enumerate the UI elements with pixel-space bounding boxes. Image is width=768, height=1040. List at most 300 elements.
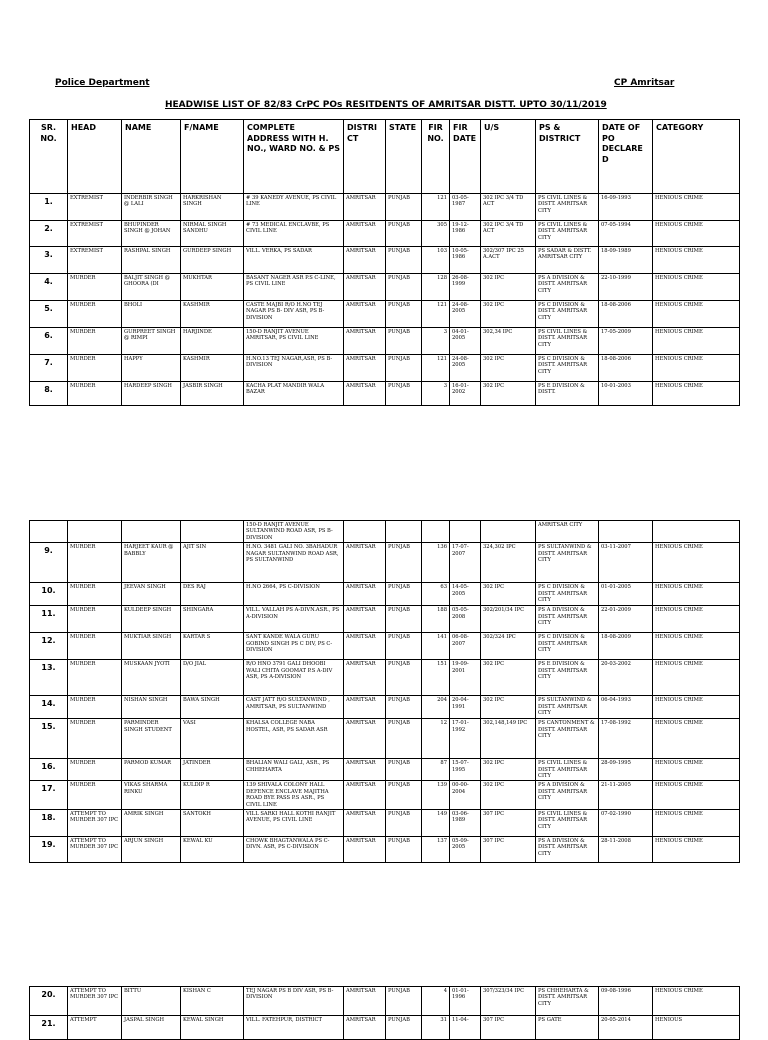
cell-po-date: 20-03-2002 (599, 660, 653, 696)
cell-sr: 16. (30, 759, 68, 781)
table-row (30, 696, 740, 719)
cell-fname: JATINDER (181, 759, 244, 781)
cell-us: 302/324 IPC (481, 633, 536, 660)
cell-fir-no: 141 (422, 633, 450, 660)
cell-address: VILL SARKI HALL KOTHI RANJIT AVENUE, PS CIVIL LINE (244, 810, 344, 837)
cell-empty (599, 521, 653, 543)
cell-head: MURDER (68, 583, 122, 606)
cell-district: AMRITSAR (344, 810, 386, 837)
cell-us: 302 IPC (481, 759, 536, 781)
records-table-2 (29, 520, 740, 863)
cell-po-date: 28-11-2008 (599, 837, 653, 863)
cell-name: MUSKAAN JYOTI (122, 660, 181, 696)
cell-empty (481, 521, 536, 543)
cell-head: MURDER (68, 633, 122, 660)
cell-fir-no: 128 (422, 274, 450, 301)
cell-us: 307 IPC (481, 837, 536, 863)
table-row (30, 987, 740, 1016)
cell-po-date: 22-10-1999 (599, 274, 653, 301)
cell-sr: 10. (30, 583, 68, 606)
cell-category: HENIOUS CRIME (653, 696, 740, 719)
cell-fir-date: 00-00-2004 (450, 781, 481, 810)
cell-fir-date: 10-05-1986 (450, 247, 481, 274)
cell-fir-date: 01-01-1996 (450, 987, 481, 1016)
cell-category: HENIOUS CRIME (653, 221, 740, 247)
cell-address: # 73 MEDICAL ENCLAVBE, PS CIVIL LINE (244, 221, 344, 247)
cell-fir-date: 20-04-1991 (450, 696, 481, 719)
cell-name: BHUPINDER SINGH @ JOHAN (122, 221, 181, 247)
cell-fir-no: 136 (422, 543, 450, 583)
cell-po-date: 03-11-2007 (599, 543, 653, 583)
cell-sr: 15. (30, 719, 68, 759)
cell-category: HENIOUS CRIME (653, 987, 740, 1016)
table-row (30, 583, 740, 606)
cell-head: EXTREMIST (68, 194, 122, 221)
cell-name: BALJIT SINGH @ GHOORA (DI (122, 274, 181, 301)
cell-po-date: 20-05-2014 (599, 1016, 653, 1040)
cell-sr: 11. (30, 606, 68, 633)
cell-state: PUNJAB (386, 987, 422, 1016)
cell-po-date: 18-08-2006 (599, 355, 653, 382)
table-row (30, 274, 740, 301)
cell-sr: 1. (30, 194, 68, 221)
table-row (30, 810, 740, 837)
cell-us: 302 IPC (481, 382, 536, 406)
cell-category: HENIOUS CRIME (653, 837, 740, 863)
header-left: Police Department (55, 78, 150, 88)
cell-category: HENIOUS CRIME (653, 781, 740, 810)
records-table-1 (29, 119, 740, 406)
table-row (30, 221, 740, 247)
cell-address: R/O HNO 3791 GALI DHOOBI WALI CHITA GOOMAT P.S A-DIV ASR, PS A-DIVISION (244, 660, 344, 696)
cell-fir-no: 63 (422, 583, 450, 606)
cell-us: 302/201/34 IPC (481, 606, 536, 633)
cell-empty (450, 521, 481, 543)
cell-name: PARMOD KUMAR (122, 759, 181, 781)
cell-address: 150-D RANJIT AVENUE AMRITSAR, PS CIVIL LINE (244, 328, 344, 355)
table-row (30, 382, 740, 406)
cell-state: PUNJAB (386, 355, 422, 382)
column-header: COMPLETE ADDRESS WITH H. NO., WARD NO. & PS (244, 120, 344, 194)
cell-head: MURDER (68, 543, 122, 583)
cell-head: MURDER (68, 781, 122, 810)
cell-state: PUNJAB (386, 696, 422, 719)
cell-district: AMRITSAR (344, 696, 386, 719)
cell-fname: BAWA SINGH (181, 696, 244, 719)
cell-po-date: 21-11-2005 (599, 781, 653, 810)
cell-fname: D/O JIAL (181, 660, 244, 696)
cell-head: MURDER (68, 301, 122, 328)
cell-fname: GURDEEP SINGH (181, 247, 244, 274)
cell-state: PUNJAB (386, 606, 422, 633)
cell-fname: KULDIP R (181, 781, 244, 810)
cell-address: H.NO 2664, PS C-DIVISION (244, 583, 344, 606)
cell-district: AMRITSAR (344, 301, 386, 328)
cell-state: PUNJAB (386, 274, 422, 301)
cell-address: TEJ NAGAR PS B DIV ASR, PS B-DIVISION (244, 987, 344, 1016)
cell-fname: SHINGARA (181, 606, 244, 633)
cell-us: 302 IPC (481, 355, 536, 382)
cell-address: 150-D RANJIT AVENUE SULTANWIND ROAD ASR, PS B-DIVISION (244, 521, 344, 543)
cell-category: HENIOUS CRIME (653, 194, 740, 221)
cell-category: HENIOUS CRIME (653, 328, 740, 355)
cell-sr: 19. (30, 837, 68, 863)
cell-state: PUNJAB (386, 719, 422, 759)
cell-sr: 7. (30, 355, 68, 382)
cell-fir-date: 24-08-2005 (450, 301, 481, 328)
column-header: CATEGORY (653, 120, 740, 194)
cell-fir-date: 14-05-2005 (450, 583, 481, 606)
cell-category: HENIOUS CRIME (653, 274, 740, 301)
cell-fir-no: 305 (422, 221, 450, 247)
cell-sr: 2. (30, 221, 68, 247)
cell-fir-date: 05-05-2008 (450, 606, 481, 633)
cell-fir-no: 149 (422, 810, 450, 837)
cell-fir-no: 204 (422, 696, 450, 719)
table-row (30, 301, 740, 328)
cell-district: AMRITSAR (344, 606, 386, 633)
cell-ps: PS CIVIL LINES & DISTT. AMRITSAR CITY (536, 221, 599, 247)
cell-po-date: 22-01-2009 (599, 606, 653, 633)
cell-head: EXTREMIST (68, 221, 122, 247)
cell-sr: 13. (30, 660, 68, 696)
cell-sr: 6. (30, 328, 68, 355)
cell-fname: MUKHTAR (181, 274, 244, 301)
cell-district: AMRITSAR (344, 274, 386, 301)
continuation-row (30, 521, 740, 543)
cell-address: BASANT NAGER ASR P.S C-LINE, PS CIVIL LINE (244, 274, 344, 301)
table-row (30, 719, 740, 759)
table-row (30, 759, 740, 781)
cell-category: HENIOUS CRIME (653, 759, 740, 781)
table-row (30, 633, 740, 660)
cell-po-date: 07-02-1990 (599, 810, 653, 837)
cell-us: 302 IPC (481, 781, 536, 810)
cell-address: CAST JATT R/O SULTANWIND , AMRITSAR, PS SULTANWIND (244, 696, 344, 719)
page-title: HEADWISE LIST OF 82/83 CrPC POs RESITDENTS OF AMRITSAR DISTT. UPTO 30/11/2019 (165, 100, 607, 110)
cell-ps: PS SULTANWIND & DISTT. AMRITSAR CITY (536, 543, 599, 583)
cell-head: MURDER (68, 355, 122, 382)
cell-us: 302 IPC (481, 583, 536, 606)
cell-sr: 21. (30, 1016, 68, 1040)
cell-head: MURDER (68, 660, 122, 696)
cell-fir-date: 03-06-1989 (450, 810, 481, 837)
cell-po-date: 17-08-1992 (599, 719, 653, 759)
table-row (30, 194, 740, 221)
cell-us: 302 IPC (481, 301, 536, 328)
cell-state: PUNJAB (386, 247, 422, 274)
cell-state: PUNJAB (386, 759, 422, 781)
cell-po-date: 17-05-2009 (599, 328, 653, 355)
cell-fname: DES RAJ (181, 583, 244, 606)
cell-head: MURDER (68, 696, 122, 719)
cell-fir-date: 24-08-2005 (450, 355, 481, 382)
cell-district: AMRITSAR (344, 247, 386, 274)
cell-fname: AJIT SIN (181, 543, 244, 583)
cell-empty (344, 521, 386, 543)
cell-fir-no: 12 (422, 719, 450, 759)
cell-district: AMRITSAR (344, 194, 386, 221)
cell-category: HENIOUS (653, 1016, 740, 1040)
records-table-3 (29, 986, 740, 1040)
cell-fir-no: 139 (422, 781, 450, 810)
table-header-row (30, 120, 740, 194)
cell-us: 302 IPC (481, 274, 536, 301)
cell-po-date: 16-09-1993 (599, 194, 653, 221)
cell-sr: 9. (30, 543, 68, 583)
cell-name: JEEVAN SINGH (122, 583, 181, 606)
cell-ps: PS GATE (536, 1016, 599, 1040)
column-header: U/S (481, 120, 536, 194)
cell-district: AMRITSAR (344, 837, 386, 863)
cell-fir-date: 15-07-1995 (450, 759, 481, 781)
cell-state: PUNJAB (386, 221, 422, 247)
cell-name: HARDEEP SINGH (122, 382, 181, 406)
cell-fname: KASHMIR (181, 355, 244, 382)
cell-district: AMRITSAR (344, 781, 386, 810)
cell-head: ATTEMPT TO MURDER 307 IPC (68, 837, 122, 863)
cell-state: PUNJAB (386, 633, 422, 660)
cell-fir-date: 05-09-2005 (450, 837, 481, 863)
cell-ps: PS SULTANWIND & DISTT. AMRITSAR CITY (536, 696, 599, 719)
cell-address: VILL. VALLAH PS A-DIVN.ASR., PS A-DIVISION (244, 606, 344, 633)
cell-empty (422, 521, 450, 543)
cell-fname: JASBIR SINGH (181, 382, 244, 406)
cell-fir-no: 137 (422, 837, 450, 863)
cell-name: GURPREET SINGH @ RIMPI (122, 328, 181, 355)
cell-category: HENIOUS CRIME (653, 660, 740, 696)
cell-address: BHALIAN WALI GALI, ASR., PS CHHEHARTA (244, 759, 344, 781)
cell-fname: KEWAL SINGH (181, 1016, 244, 1040)
cell-sr: 18. (30, 810, 68, 837)
table-row (30, 781, 740, 810)
cell-name: PARMINDER SINGH STUDENT (122, 719, 181, 759)
cell-name: VIKAS SHARMA RINKU (122, 781, 181, 810)
cell-sr: 20. (30, 987, 68, 1016)
cell-sr: 5. (30, 301, 68, 328)
column-header: HEAD (68, 120, 122, 194)
cell-name: ARJUN SINGH (122, 837, 181, 863)
cell-state: PUNJAB (386, 781, 422, 810)
cell-name: HAPPY (122, 355, 181, 382)
cell-name: BHOLI (122, 301, 181, 328)
column-header: DISTRICT (344, 120, 386, 194)
cell-us: 307 IPC (481, 810, 536, 837)
cell-ps: PS CANTONMENT & DISTT. AMRITSAR CITY (536, 719, 599, 759)
cell-us: 302 IPC (481, 660, 536, 696)
table-row (30, 247, 740, 274)
cell-head: ATTEMPT TO MURDER 307 IPC (68, 810, 122, 837)
column-header: STATE (386, 120, 422, 194)
cell-district: AMRITSAR (344, 355, 386, 382)
cell-fir-no: 3 (422, 382, 450, 406)
cell-fir-no: 31 (422, 1016, 450, 1040)
cell-head: ATTEMPT TO MURDER 307 IPC (68, 987, 122, 1016)
cell-state: PUNJAB (386, 382, 422, 406)
cell-district: AMRITSAR (344, 583, 386, 606)
cell-address: KHALSA COLLEGE NABA HOSTEL, ASR, PS SADAR ASR (244, 719, 344, 759)
cell-address: H.NO. 3481 GALI NO. 3BAHADUR NAGAR SULTANWIND ROAD ASR, PS SULTANWIND (244, 543, 344, 583)
cell-ps: PS CHHEHARTA & DISTT. AMRITSAR CITY (536, 987, 599, 1016)
cell-fir-no: 3 (422, 328, 450, 355)
cell-ps: PS A DIVISION & DISTT. AMRITSAR CITY (536, 606, 599, 633)
header-right: CP Amritsar (614, 78, 675, 88)
cell-category: HENIOUS CRIME (653, 543, 740, 583)
cell-category: HENIOUS CRIME (653, 583, 740, 606)
cell-ps: PS A DIVISION & DISTT. AMRITSAR CITY (536, 274, 599, 301)
cell-ps: PS A DIVISION & DISTT. AMRITSAR CITY (536, 837, 599, 863)
cell-us: 302 IPC 3/4 TD ACT (481, 194, 536, 221)
cell-po-date: 07-05-1994 (599, 221, 653, 247)
cell-fname: HARKRISHAN SINGH (181, 194, 244, 221)
cell-district: AMRITSAR (344, 382, 386, 406)
cell-fname: KARTAR S (181, 633, 244, 660)
cell-fir-date: 04-01-2005 (450, 328, 481, 355)
table-row (30, 328, 740, 355)
cell-po-date: 09-08-1996 (599, 987, 653, 1016)
cell-ps: PS E DIVISION & DISTT. (536, 382, 599, 406)
cell-address: VILL. FATEHPUR, DISTRICT (244, 1016, 344, 1040)
cell-head: MURDER (68, 382, 122, 406)
column-header: FIR NO. (422, 120, 450, 194)
cell-us: 302/307 IPC 25 A.ACT (481, 247, 536, 274)
cell-us: 302 IPC (481, 696, 536, 719)
cell-head: MURDER (68, 759, 122, 781)
cell-state: PUNJAB (386, 328, 422, 355)
cell-fname: VASI (181, 719, 244, 759)
cell-state: PUNJAB (386, 660, 422, 696)
cell-sr: 17. (30, 781, 68, 810)
column-header: NAME (122, 120, 181, 194)
cell-category: HENIOUS CRIME (653, 247, 740, 274)
cell-us: 302,148,149 IPC (481, 719, 536, 759)
cell-fir-no: 103 (422, 247, 450, 274)
cell-name: RASHPAL SINGH (122, 247, 181, 274)
cell-district: AMRITSAR (344, 221, 386, 247)
cell-ps: PS C DIVISION & DISTT. AMRITSAR CITY (536, 633, 599, 660)
column-header: FIR DATE (450, 120, 481, 194)
cell-sr: 3. (30, 247, 68, 274)
cell-fname: KEWAL KU (181, 837, 244, 863)
cell-category: HENIOUS CRIME (653, 719, 740, 759)
cell-name: MUKTIAR SINGH (122, 633, 181, 660)
column-header: PS & DISTRICT (536, 120, 599, 194)
cell-us: 324,302 IPC (481, 543, 536, 583)
cell-ps: PS CIVIL LINES & DISTT. AMRITSAR CITY (536, 810, 599, 837)
cell-state: PUNJAB (386, 837, 422, 863)
cell-category: HENIOUS CRIME (653, 633, 740, 660)
table-row (30, 606, 740, 633)
cell-us: 307 IPC (481, 1016, 536, 1040)
cell-po-date: 18-09-1989 (599, 247, 653, 274)
cell-empty (122, 521, 181, 543)
cell-fir-date: 17-07-2007 (450, 543, 481, 583)
cell-district: AMRITSAR (344, 328, 386, 355)
cell-state: PUNJAB (386, 301, 422, 328)
cell-category: HENIOUS CRIME (653, 382, 740, 406)
cell-sr: 12. (30, 633, 68, 660)
cell-head: MURDER (68, 606, 122, 633)
table-row (30, 543, 740, 583)
cell-ps: PS CIVIL LINES & DISTT. AMRITSAR CITY (536, 194, 599, 221)
cell-fir-date: 16-01-2002 (450, 382, 481, 406)
cell-fir-date: 06-08-2007 (450, 633, 481, 660)
cell-head: MURDER (68, 274, 122, 301)
cell-ps: PS E DIVISION & DISTT. AMRITSAR CITY (536, 660, 599, 696)
cell-empty (68, 521, 122, 543)
cell-state: PUNJAB (386, 583, 422, 606)
cell-fir-no: 188 (422, 606, 450, 633)
cell-fir-no: 121 (422, 301, 450, 328)
cell-name: KULDEEP SINGH (122, 606, 181, 633)
cell-empty (30, 521, 68, 543)
cell-fir-no: 121 (422, 194, 450, 221)
cell-ps: PS C DIVISION & DISTT. AMRITSAR CITY (536, 301, 599, 328)
cell-po-date: 01-01-2005 (599, 583, 653, 606)
table-row (30, 837, 740, 863)
cell-fir-no: 151 (422, 660, 450, 696)
cell-ps: PS C DIVISION & DISTT. AMRITSAR CITY (536, 355, 599, 382)
cell-ps: PS CIVIL LINES & DISTT. AMRITSAR CITY (536, 328, 599, 355)
cell-fir-date: 03-05-1987 (450, 194, 481, 221)
cell-address: KACHA PLAT MANDIR WALA BAZAR (244, 382, 344, 406)
cell-us: 302,34 IPC (481, 328, 536, 355)
cell-category: HENIOUS CRIME (653, 355, 740, 382)
table-row (30, 660, 740, 696)
cell-po-date: 18-08-2009 (599, 633, 653, 660)
cell-fname: KASHMIR (181, 301, 244, 328)
cell-sr: 4. (30, 274, 68, 301)
cell-sr: 8. (30, 382, 68, 406)
cell-us: 302 IPC 3/4 TD ACT (481, 221, 536, 247)
cell-fir-no: 4 (422, 987, 450, 1016)
cell-category: HENIOUS CRIME (653, 301, 740, 328)
cell-po-date: 28-09-1995 (599, 759, 653, 781)
cell-fir-date: 17-01-1992 (450, 719, 481, 759)
cell-state: PUNJAB (386, 543, 422, 583)
column-header: F/NAME (181, 120, 244, 194)
cell-district: AMRITSAR (344, 719, 386, 759)
cell-po-date: 10-01-2003 (599, 382, 653, 406)
cell-name: AMRIK SINGH (122, 810, 181, 837)
cell-fir-no: 121 (422, 355, 450, 382)
cell-address: CASTE MAJBI R/O H.NO TEJ NAGAR PS B- DIV ASR, PS B-DIVISION (244, 301, 344, 328)
cell-fir-date: 26-08-1999 (450, 274, 481, 301)
cell-address: H.NO.13 TEJ NAGAR,ASR, PS B-DIVISION (244, 355, 344, 382)
column-header: DATE OF PO DECLARED (599, 120, 653, 194)
cell-district: AMRITSAR (344, 633, 386, 660)
cell-head: MURDER (68, 328, 122, 355)
cell-district: AMRITSAR (344, 759, 386, 781)
cell-ps: AMRITSAR CITY (536, 521, 599, 543)
cell-po-date: 06-04-1993 (599, 696, 653, 719)
cell-category: HENIOUS CRIME (653, 606, 740, 633)
cell-ps: PS SADAR & DISTT. AMRITSAR CITY (536, 247, 599, 274)
cell-fir-no: 87 (422, 759, 450, 781)
cell-fname: KISHAN C (181, 987, 244, 1016)
table-row (30, 1016, 740, 1040)
cell-address: 139 SHIVALA COLONY HALL DEFENCE ENCLAVE MAJITHA ROAD BYE PASS P.S ASR., PS CIVIL LINE (244, 781, 344, 810)
cell-fname: HARJINDE (181, 328, 244, 355)
cell-sr: 14. (30, 696, 68, 719)
cell-empty (181, 521, 244, 543)
cell-ps: PS C DIVISION & DISTT. AMRITSAR CITY (536, 583, 599, 606)
cell-name: HARJEET KAUR @ BABBLY (122, 543, 181, 583)
cell-address: # 39 KANEDY AVENUE, PS CIVIL LINE (244, 194, 344, 221)
cell-po-date: 18-08-2006 (599, 301, 653, 328)
cell-head: ATTEMPT (68, 1016, 122, 1040)
cell-category: HENIOUS CRIME (653, 810, 740, 837)
